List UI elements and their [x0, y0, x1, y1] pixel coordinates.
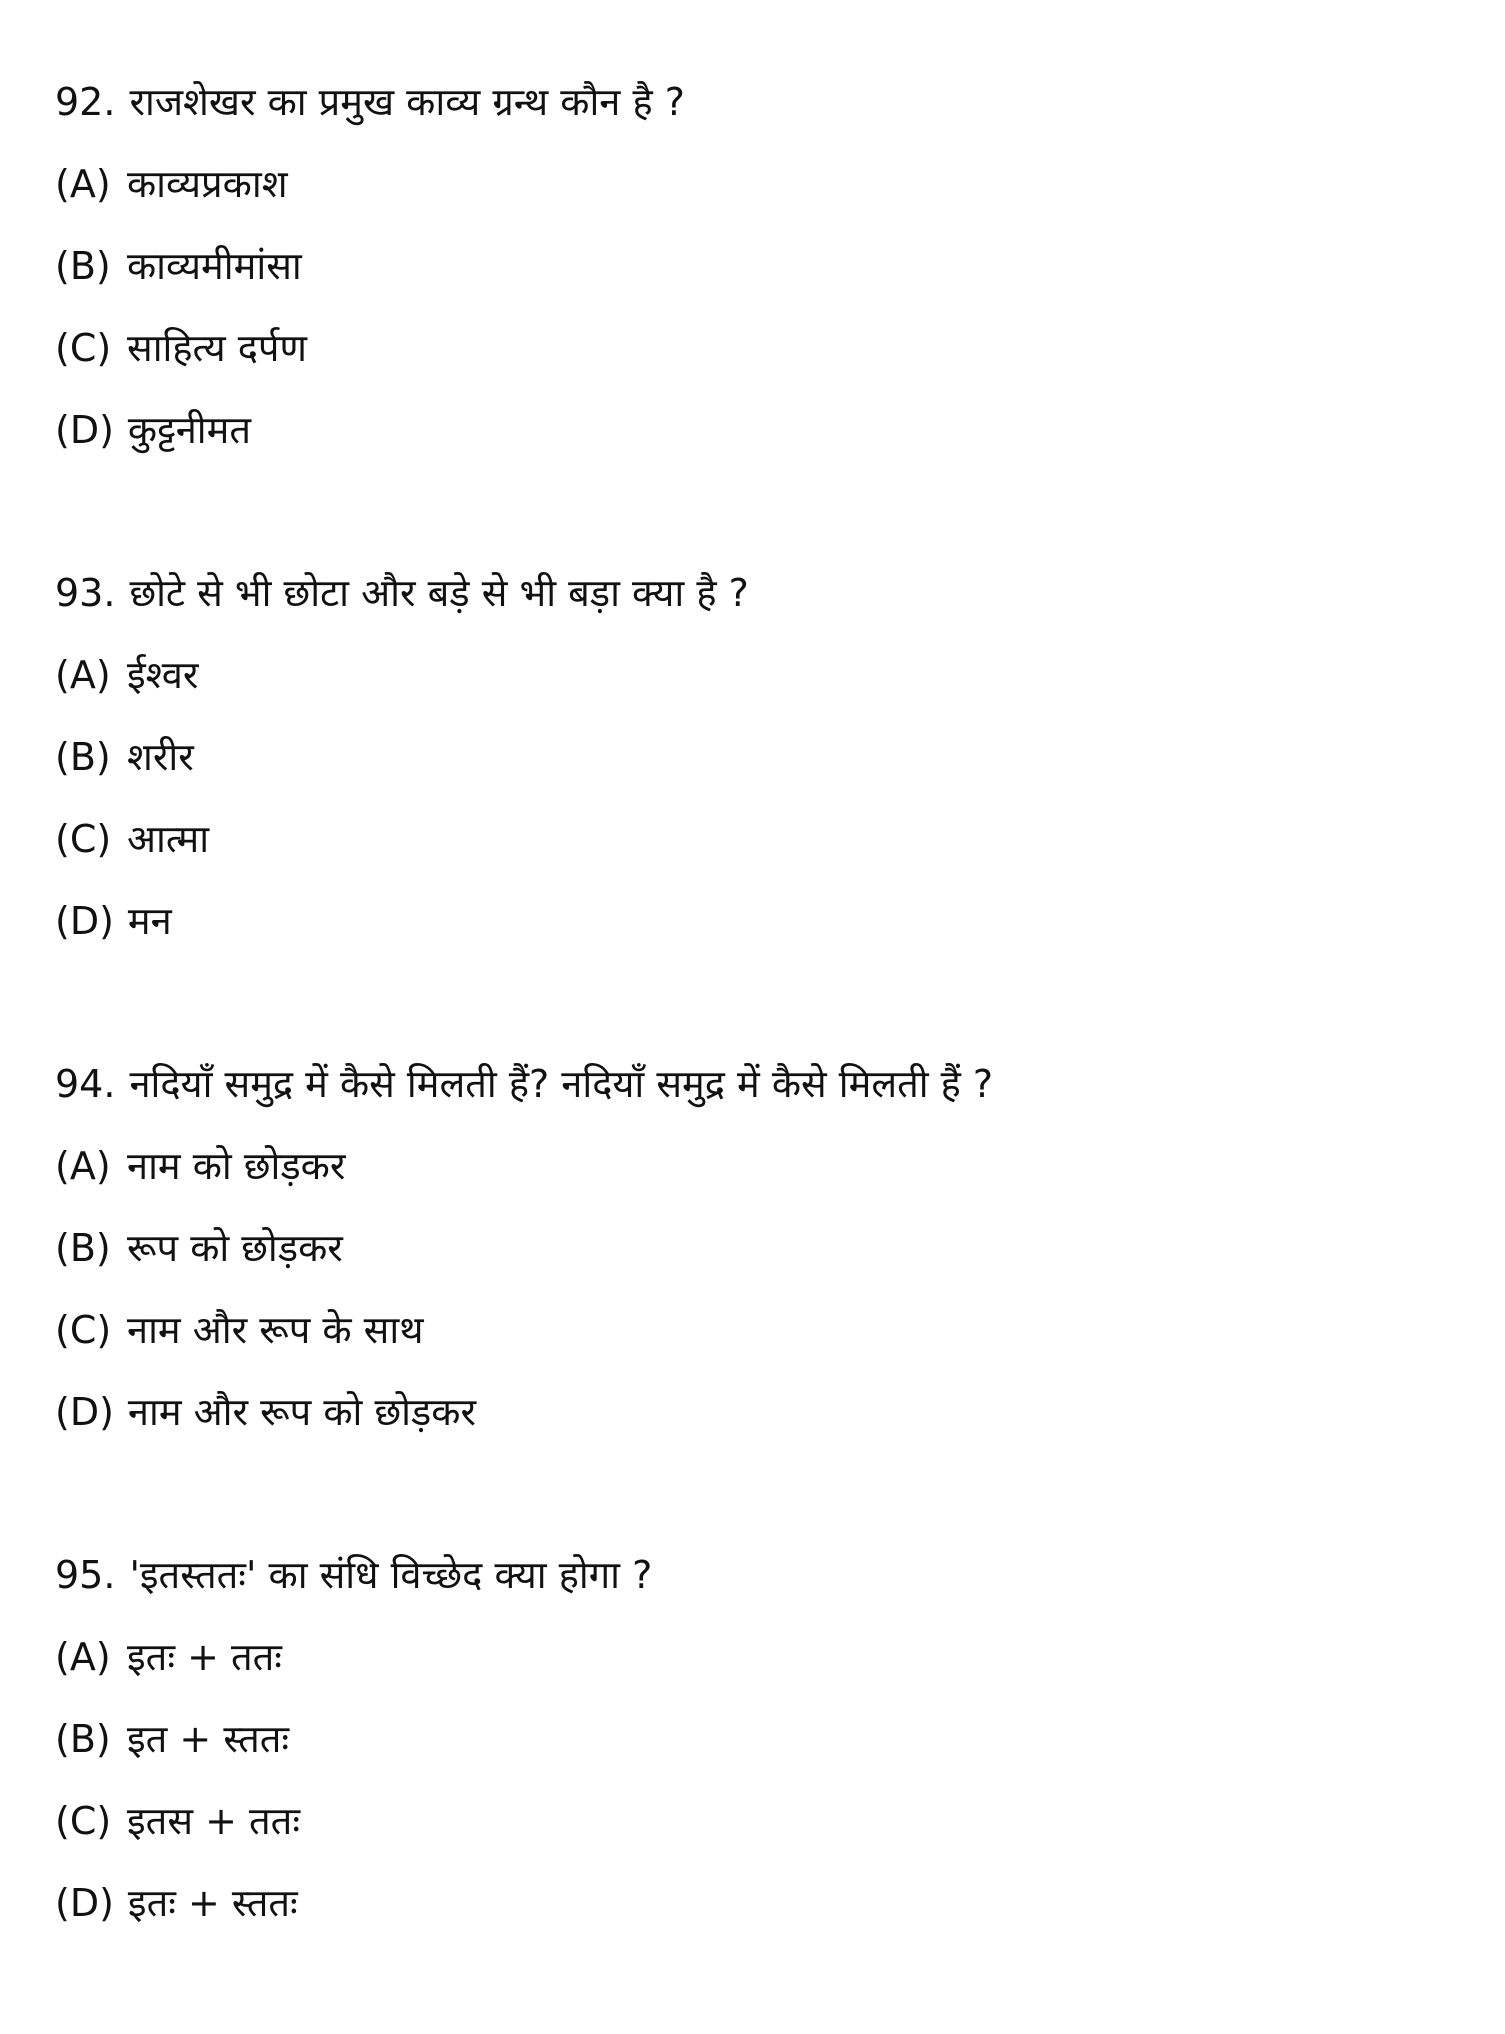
option-key: (D)	[55, 408, 114, 452]
option-key: (A)	[55, 1635, 111, 1679]
option-text: नाम और रूप को छोड़कर	[127, 1390, 476, 1434]
option-c	[55, 318, 307, 378]
option-text: काव्यमीमांसा	[127, 244, 302, 288]
option-text: साहित्य दर्पण	[127, 326, 307, 370]
option-key: (D)	[55, 1390, 114, 1434]
option-text: नाम और रूप के साथ	[127, 1308, 424, 1352]
option-text: इतः + ततः	[127, 1635, 282, 1679]
option-key: (C)	[55, 817, 112, 861]
option-a	[55, 645, 198, 705]
option-text: काव्यप्रकाश	[127, 162, 288, 206]
question-text: राजशेखर का प्रमुख काव्य ग्रन्थ कौन है ?	[129, 80, 685, 124]
option-d	[55, 1873, 298, 1933]
option-text: इत + स्ततः	[127, 1717, 290, 1761]
option-text: ईश्वर	[127, 653, 199, 697]
option-text: मन	[127, 899, 172, 943]
option-b	[55, 727, 194, 787]
option-d	[55, 1382, 476, 1442]
option-a	[55, 1136, 345, 1196]
option-d	[55, 891, 172, 951]
question-stem	[55, 563, 749, 623]
option-b	[55, 1709, 289, 1769]
option-key: (C)	[55, 326, 112, 370]
question-stem	[55, 72, 685, 132]
option-key: (B)	[55, 1717, 111, 1761]
option-key: (A)	[55, 653, 111, 697]
option-text: नाम को छोड़कर	[127, 1144, 346, 1188]
option-b	[55, 1218, 343, 1278]
option-text: रूप को छोड़कर	[127, 1226, 343, 1270]
question-stem	[55, 1054, 993, 1114]
option-d	[55, 400, 251, 460]
option-key: (B)	[55, 735, 111, 779]
option-text: शरीर	[127, 735, 194, 779]
option-b	[55, 236, 302, 296]
option-text: इतः + स्ततः	[127, 1881, 298, 1925]
option-c	[55, 1791, 300, 1851]
option-a	[55, 154, 288, 214]
option-key: (C)	[55, 1799, 112, 1843]
option-key: (C)	[55, 1308, 112, 1352]
option-key: (B)	[55, 244, 111, 288]
option-key: (D)	[55, 899, 114, 943]
question-number: 95.	[55, 1553, 116, 1597]
question-text: नदियाँ समुद्र में कैसे मिलती हैं? नदियाँ समुद्र में कैसे मिलती हैं ?	[129, 1062, 994, 1106]
question-number: 92.	[55, 80, 116, 124]
question-number: 93.	[55, 571, 116, 615]
question-stem	[55, 1545, 652, 1605]
question-text: 'इतस्ततः' का संधि विच्छेद क्या होगा ?	[129, 1553, 653, 1597]
option-key: (B)	[55, 1226, 111, 1270]
option-a	[55, 1627, 282, 1687]
option-text: इतस + ततः	[127, 1799, 301, 1843]
option-c	[55, 809, 209, 869]
option-c	[55, 1300, 424, 1360]
option-text: आत्मा	[127, 817, 210, 861]
question-text: छोटे से भी छोटा और बड़े से भी बड़ा क्या है ?	[129, 571, 749, 615]
option-text: कुट्टनीमत	[127, 408, 252, 452]
option-key: (A)	[55, 1144, 111, 1188]
option-key: (D)	[55, 1881, 114, 1925]
option-key: (A)	[55, 162, 111, 206]
question-number: 94.	[55, 1062, 116, 1106]
